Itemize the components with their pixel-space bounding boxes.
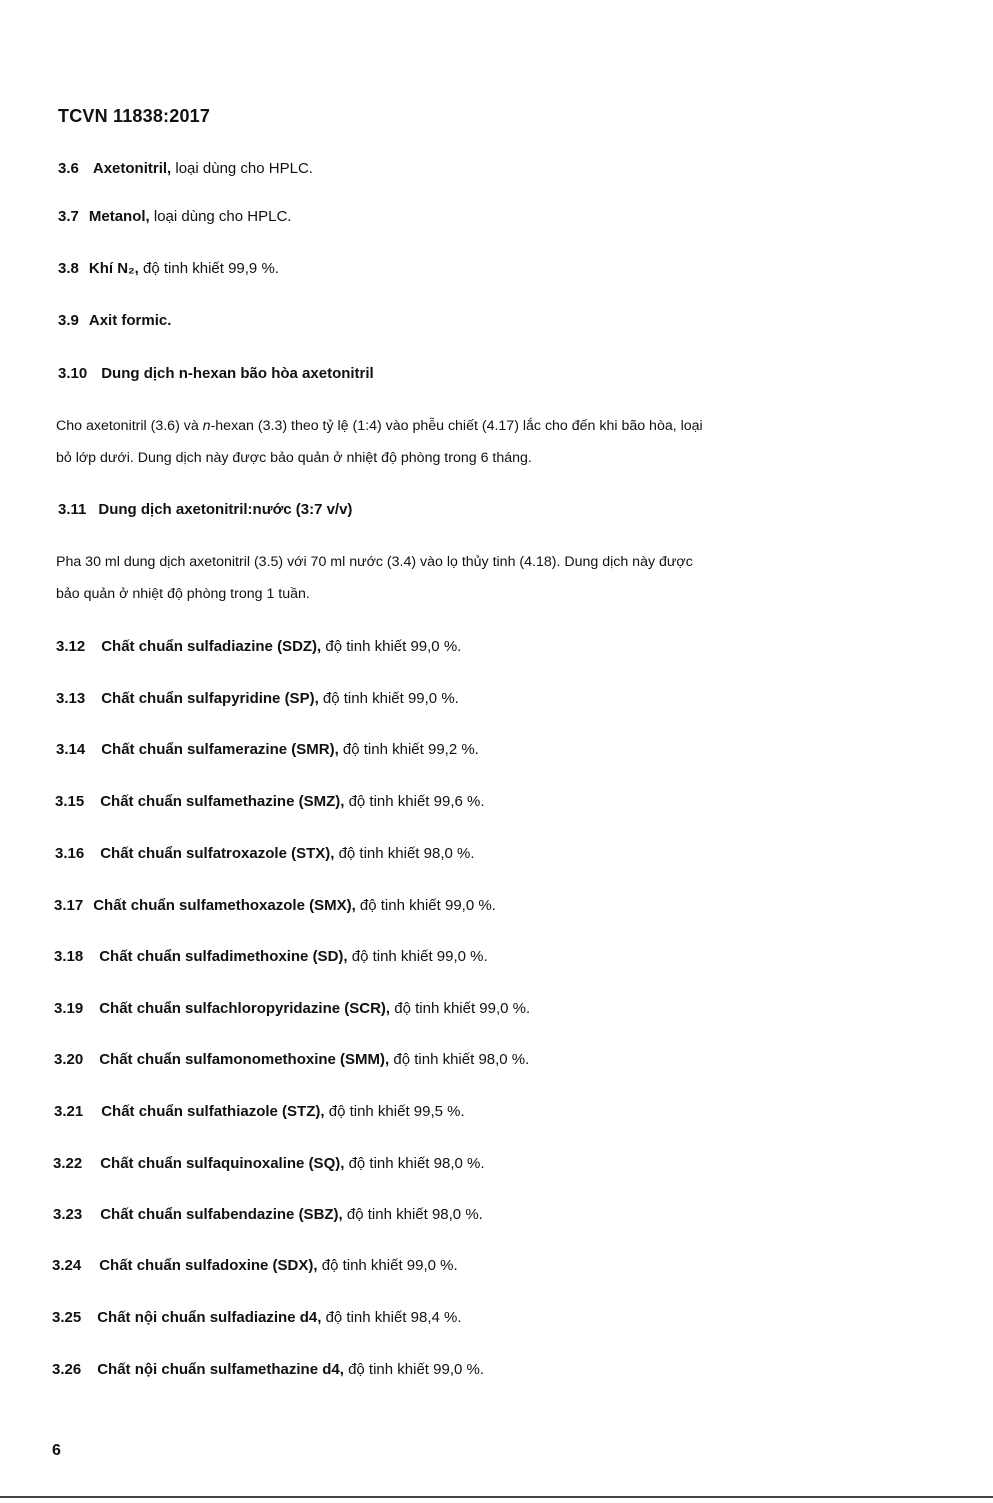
item-detail: độ tinh khiết 99,5 %. — [324, 1103, 465, 1120]
item-detail: độ tinh khiết 99,2 %. — [338, 741, 479, 758]
item-name: Chất chuẩn sulfadiazine (SDZ), — [101, 638, 322, 655]
item-number: 3.24 — [52, 1257, 82, 1274]
item-number: 3.26 — [52, 1361, 82, 1378]
item-number: 3.20 — [54, 1051, 84, 1068]
item-name: Dung dịch axetonitril:nước (3:7 v/v) — [98, 501, 353, 518]
item-number: 3.11 — [58, 501, 87, 518]
item-name: Chất chuẩn sulfathiazole (STZ), — [101, 1103, 325, 1120]
item-3-20 — [54, 1051, 529, 1068]
standard-header: TCVN 11838:2017 — [58, 106, 211, 126]
paragraph-line: bỏ lớp dưới. Dung dịch này được bảo quản ở nhiệt độ phòng trong 6 tháng. — [56, 450, 532, 466]
item-name: Chất chuẩn sulfamonomethoxine (SMM), — [99, 1051, 390, 1068]
item-name: Chất nội chuẩn sulfamethazine d4, — [97, 1361, 344, 1378]
item-name: Dung dịch n-hexan bão hòa axetonitril — [101, 365, 374, 382]
item-detail: độ tinh khiết 99,0 %. — [390, 1000, 531, 1017]
item-name: Axetonitril, — [92, 160, 172, 177]
item-name: Chất nội chuẩn sulfadiazine d4, — [97, 1309, 322, 1326]
item-3-16 — [55, 845, 475, 862]
item-number: 3.14 — [56, 741, 86, 758]
item-name: Chất chuẩn sulfachloropyridazine (SCR), — [99, 1000, 391, 1017]
paragraph-line: Pha 30 ml dung dịch axetonitril (3.5) với 70 ml nước (3.4) vào lọ thủy tinh (4.18). Dung dịch này được — [56, 554, 693, 570]
item-name: Metanol, — [88, 208, 150, 225]
item-detail: độ tinh khiết 98,0 %. — [342, 1206, 483, 1223]
item-3-26 — [52, 1361, 484, 1378]
item-number: 3.12 — [56, 638, 86, 655]
item-detail: độ tinh khiết 99,0 %. — [347, 948, 488, 965]
item-number: 3.7 — [58, 208, 79, 225]
item-name: Chất chuẩn sulfamethazine (SMZ), — [100, 793, 345, 810]
item-detail: độ tinh khiết 98,4 %. — [321, 1309, 462, 1326]
item-name: Chất chuẩn sulfamethoxazole (SMX), — [93, 897, 356, 914]
text-run: -hexan (3.3) theo tỷ lệ (1:4) vào phễu chiết (4.17) lắc cho đến khi bão hòa, loại — [210, 418, 703, 434]
item-number: 3.21 — [54, 1103, 84, 1120]
item-detail: độ tinh khiết 99,6 %. — [344, 793, 485, 810]
item-name: Chất chuẩn sulfamerazine (SMR), — [101, 741, 339, 758]
item-name: Axit formic. — [88, 312, 172, 329]
item-number: 3.16 — [55, 845, 85, 862]
item-3-17 — [54, 897, 496, 914]
item-3-21 — [54, 1103, 465, 1120]
item-3-18 — [54, 948, 488, 965]
item-3-13 — [56, 690, 459, 707]
item-detail: loại dùng cho HPLC. — [171, 160, 313, 177]
item-3-22 — [53, 1155, 485, 1172]
item-number: 3.15 — [55, 793, 85, 810]
item-name: Chất chuẩn sulfadoxine (SDX), — [99, 1257, 318, 1274]
item-3-11 — [58, 501, 352, 518]
item-number: 3.17 — [54, 897, 84, 914]
item-3-12 — [56, 638, 461, 655]
item-3-10 — [58, 365, 374, 382]
paragraph-line: bảo quản ở nhiệt độ phòng trong 1 tuần. — [56, 586, 310, 602]
page-number: 6 — [52, 1442, 61, 1459]
item-3-9 — [58, 312, 171, 329]
item-3-14 — [56, 741, 479, 758]
item-3-8 — [58, 260, 279, 277]
item-number: 3.19 — [54, 1000, 84, 1017]
item-detail: độ tinh khiết 99,9 %. — [138, 260, 279, 277]
item-3-7 — [58, 208, 291, 225]
item-3-19 — [54, 1000, 530, 1017]
item-3-15 — [55, 793, 485, 810]
text-run-italic: n — [202, 418, 211, 434]
item-name: Chất chuẩn sulfapyridine (SP), — [101, 690, 319, 707]
item-number: 3.25 — [52, 1309, 82, 1326]
text-run: Cho axetonitril (3.6) và — [56, 418, 203, 434]
item-detail: độ tinh khiết 98,0 %. — [389, 1051, 530, 1068]
item-number: 3.6 — [58, 160, 79, 177]
item-number: 3.13 — [56, 690, 86, 707]
item-3-23 — [53, 1206, 483, 1223]
item-detail: độ tinh khiết 98,0 %. — [344, 1155, 485, 1172]
item-name: Chất chuẩn sulfatroxazole (STX), — [100, 845, 335, 862]
item-detail: độ tinh khiết 98,0 %. — [334, 845, 475, 862]
item-number: 3.9 — [58, 312, 79, 329]
item-name: Chất chuẩn sulfaquinoxaline (SQ), — [100, 1155, 345, 1172]
item-name: Chất chuẩn sulfadimethoxine (SD), — [99, 948, 348, 965]
item-detail: độ tinh khiết 99,0 %. — [317, 1257, 458, 1274]
item-3-25 — [52, 1309, 462, 1326]
item-3-24 — [52, 1257, 458, 1274]
item-number: 3.22 — [53, 1155, 83, 1172]
item-detail: độ tinh khiết 99,0 %. — [355, 897, 496, 914]
item-detail: độ tinh khiết 99,0 %. — [343, 1361, 484, 1378]
item-detail: loại dùng cho HPLC. — [149, 208, 292, 225]
item-number: 3.8 — [58, 260, 79, 277]
item-detail: độ tinh khiết 99,0 %. — [321, 638, 462, 655]
bottom-edge-line — [0, 1496, 993, 1498]
paragraph-line — [56, 410, 916, 442]
paragraph-3-10 — [56, 410, 916, 474]
item-detail: độ tinh khiết 99,0 %. — [318, 690, 459, 707]
item-3-6 — [58, 160, 313, 177]
item-number: 3.18 — [54, 948, 84, 965]
paragraph-3-11 — [56, 546, 916, 610]
item-number: 3.23 — [53, 1206, 83, 1223]
item-number: 3.10 — [58, 365, 88, 382]
item-name: Chất chuẩn sulfabendazine (SBZ), — [100, 1206, 343, 1223]
item-name: Khí N₂, — [88, 260, 139, 277]
